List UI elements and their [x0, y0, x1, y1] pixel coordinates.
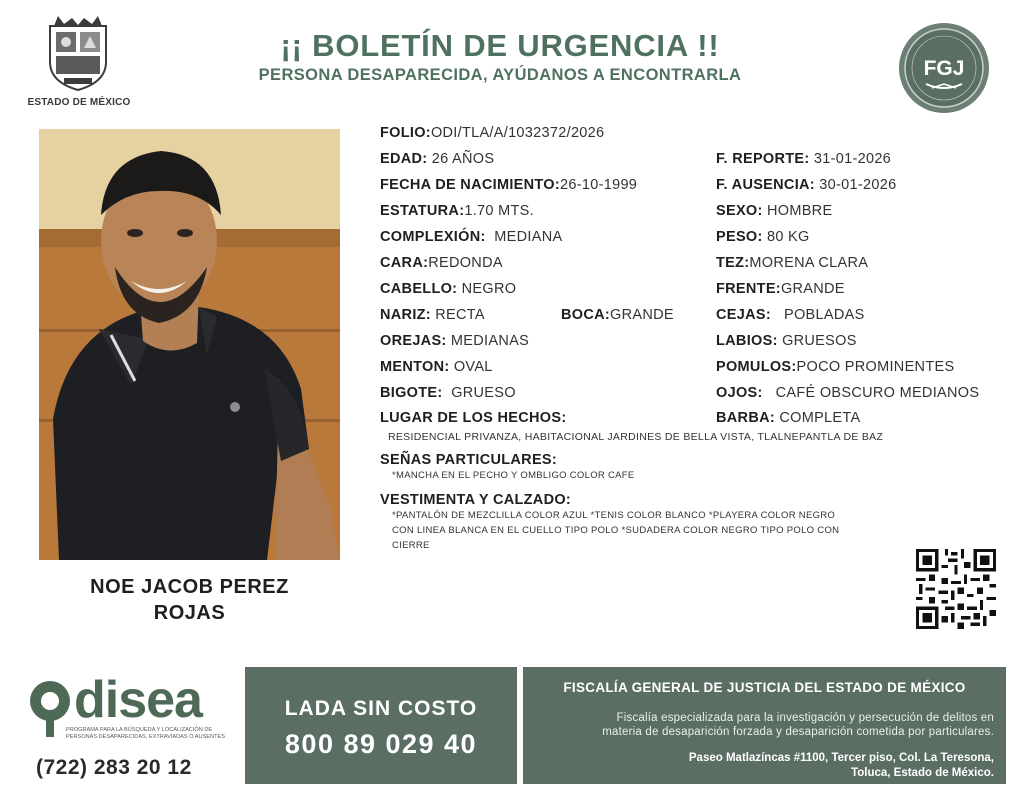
person-name-line1: NOE JACOB PEREZ	[90, 576, 289, 598]
fgj-logo-text: FGJ	[923, 57, 965, 80]
vestimenta-line1: *PANTALÓN DE MEZCLILLA COLOR AZUL *TENIS COLOR BLANCO *PLAYERA COLOR NEGRO	[392, 510, 836, 521]
state-label: ESTADO DE MÉXICO	[27, 97, 131, 108]
field-cabello: CABELLO: NEGRO	[380, 281, 517, 297]
field-peso: PESO: 80 KG	[716, 229, 810, 245]
missing-person-photo	[39, 129, 340, 560]
field-edad: EDAD: 26 AÑOS	[380, 151, 495, 167]
field-menton: MENTON: OVAL	[380, 359, 493, 375]
field-tez: TEZ:MORENA CLARA	[716, 255, 869, 271]
field-f-ausencia: F. AUSENCIA: 30-01-2026	[716, 177, 897, 193]
field-cejas: CEJAS: POBLADAS	[716, 307, 865, 323]
fgj-address-line1: Paseo Matlazíncas #1100, Tercer piso, Col. La Teresona,	[688, 752, 994, 764]
field-folio: FOLIO:ODI/TLA/A/1032372/2026	[380, 125, 605, 141]
field-boca: BOCA:GRANDE	[561, 307, 674, 323]
field-f-reporte: F. REPORTE: 31-01-2026	[716, 151, 892, 167]
senas-label: SEÑAS PARTICULARES:	[380, 452, 558, 468]
field-nariz: NARIZ: RECTA	[380, 307, 485, 323]
field-frente: FRENTE:GRANDE	[716, 281, 845, 297]
field-fecha-nacimiento: FECHA DE NACIMIENTO:26-10-1999	[380, 177, 638, 193]
field-pomulos: POMULOS:POCO PROMINENTES	[716, 359, 955, 375]
lada-label: LADA SIN COSTO	[284, 697, 478, 720]
lada-band	[245, 667, 517, 784]
bulletin-title: ¡¡ BOLETÍN DE URGENCIA !!	[280, 28, 720, 63]
qr-code-icon[interactable]	[916, 549, 996, 629]
vestimenta-label: VESTIMENTA Y CALZADO:	[380, 492, 572, 508]
person-name	[39, 574, 340, 626]
bulletin-subtitle: PERSONA DESAPARECIDA, AYÚDANOS A ENCONTRARLA	[258, 66, 742, 84]
lugar-value: RESIDENCIAL PRIVANZA, HABITACIONAL JARDINES DE BELLA VISTA, TLALNEPANTLA DE BAZ	[388, 431, 884, 443]
fgj-title: FISCALÍA GENERAL DE JUSTICIA DEL ESTADO DE MÉXICO	[563, 680, 966, 695]
fgj-description	[535, 711, 994, 739]
lugar-label: LUGAR DE LOS HECHOS:	[380, 410, 567, 426]
estado-de-mexico-seal-icon	[44, 16, 112, 92]
field-complexion: COMPLEXIÓN: MEDIANA	[380, 229, 563, 245]
odisea-description: PROGRAMA PARA LA BÚSQUEDA Y LOCALIZACIÓN DE PERSONAS DESAPARECIDAS, EXTRAVIADAS O AUSENTES	[66, 727, 225, 740]
field-ojos: OJOS: CAFÉ OBSCURO MEDIANOS	[716, 385, 980, 401]
fgj-description-line2: materia de desaparición forzada y desaparición cometida por particulares.	[602, 726, 994, 738]
field-sexo: SEXO: HOMBRE	[716, 203, 833, 219]
fgj-description-line1: Fiscalía especializada para la investigación y persecución de delitos en	[616, 712, 994, 724]
lada-number[interactable]: 800 89 029 40	[284, 729, 478, 759]
vestimenta-line3: CIERRE	[392, 540, 430, 551]
field-orejas: OREJAS: MEDIANAS	[380, 333, 530, 349]
field-estatura: ESTATURA:1.70 MTS.	[380, 203, 534, 219]
field-cara: CARA:REDONDA	[380, 255, 503, 271]
person-name-line2: ROJAS	[153, 602, 226, 624]
field-bigote: BIGOTE: GRUESO	[380, 385, 516, 401]
odisea-wordmark: disea	[74, 671, 202, 729]
fgj-address-line2: Toluca, Estado de México.	[851, 767, 994, 779]
fgj-badge-icon	[898, 22, 990, 114]
field-labios: LABIOS: GRUESOS	[716, 333, 857, 349]
odisea-phone[interactable]: (722) 283 20 12	[36, 756, 192, 779]
vestimenta-line2: CON LINEA BLANCA EN EL CUELLO TIPO POLO *SUDADERA COLOR NEGRO TIPO POLO CON	[392, 525, 840, 536]
senas-value: *MANCHA EN EL PECHO Y OMBLIGO COLOR CAFE	[392, 470, 635, 481]
field-barba: BARBA: COMPLETA	[716, 410, 861, 426]
